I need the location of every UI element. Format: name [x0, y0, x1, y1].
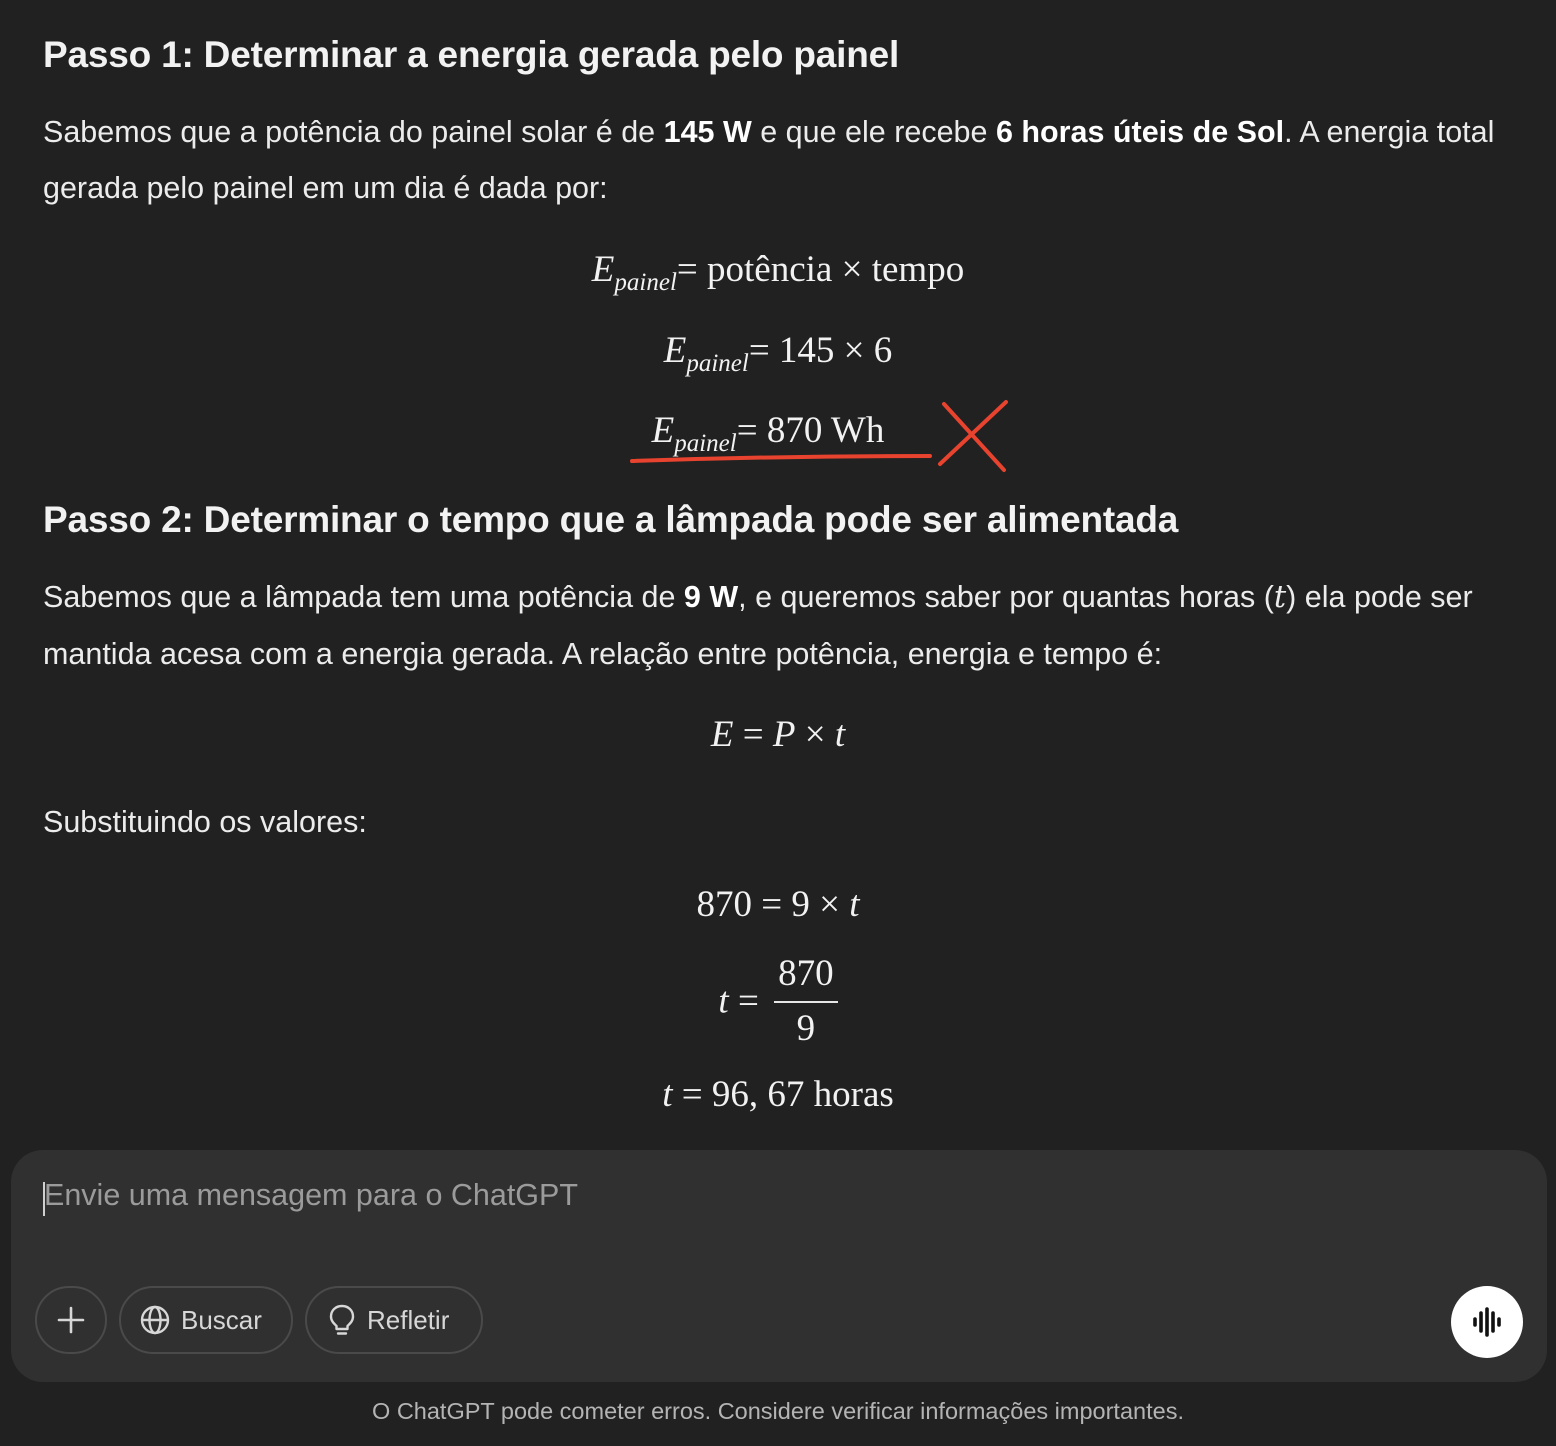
equation-time-fraction: t = $\frac{870}{9}$	[0, 952, 1556, 1050]
equation-energy-definition: $E_{painel}=$ potência × tempo	[591, 249, 965, 296]
step1-paragraph: Sabemos que a potência do painel solar é de 145 W e que ele recebe 6 horas úteis de Sol. A energia total gerada pelo painel em um dia é dada por:	[43, 115, 1495, 205]
lightbulb-icon	[327, 1303, 357, 1337]
substitution-label: Substituindo os valores:	[43, 805, 367, 839]
message-input[interactable]	[44, 1178, 1444, 1213]
sun-hours-value: 6 horas úteis de Sol	[995, 115, 1285, 149]
search-button-label: Buscar	[181, 1304, 262, 1335]
equation-power-formula: E = P × t	[710, 714, 846, 755]
globe-icon	[139, 1304, 171, 1336]
voice-mode-button[interactable]	[1451, 1286, 1523, 1358]
step2-heading: Passo 2: Determinar o tempo que a lâmpada pode ser alimentada	[43, 499, 1179, 540]
equation-energy-result: $E_{painel}= 870$ Wh	[651, 410, 885, 457]
reason-button[interactable]	[305, 1286, 483, 1354]
plus-icon	[56, 1305, 86, 1335]
red-x-icon	[940, 402, 1006, 470]
attach-button[interactable]	[35, 1286, 107, 1354]
equation-time-substitution: 870 = 9 × t	[696, 884, 860, 925]
equation-energy-substitution: $E_{painel}= 145 \times 6$	[663, 330, 893, 377]
disclaimer-text: O ChatGPT pode cometer erros. Considere verificar informações importantes.	[372, 1398, 1184, 1424]
step2-paragraph: Sabemos que a lâmpada tem uma potência de 9 W, e queremos saber por quantas horas (t) ela pode ser mantida acesa com a energia gerada. A relação entre potência, energia e tempo é:	[43, 580, 1473, 671]
fraction: $\frac{870}{9}$	[774, 952, 838, 1050]
power-value: 145 W	[663, 115, 752, 149]
reason-button-label: Refletir	[367, 1304, 450, 1335]
equation-time-result: t = 96, 67 horas	[662, 1074, 894, 1115]
voice-waveform-icon	[1467, 1302, 1507, 1342]
message-composer	[11, 1150, 1547, 1382]
search-button[interactable]	[119, 1286, 293, 1354]
lamp-power-value: 9 W	[683, 580, 739, 614]
step1-heading: Passo 1: Determinar a energia gerada pelo painel	[43, 34, 900, 75]
red-underline	[632, 456, 930, 461]
variable-t: t	[1273, 580, 1287, 615]
